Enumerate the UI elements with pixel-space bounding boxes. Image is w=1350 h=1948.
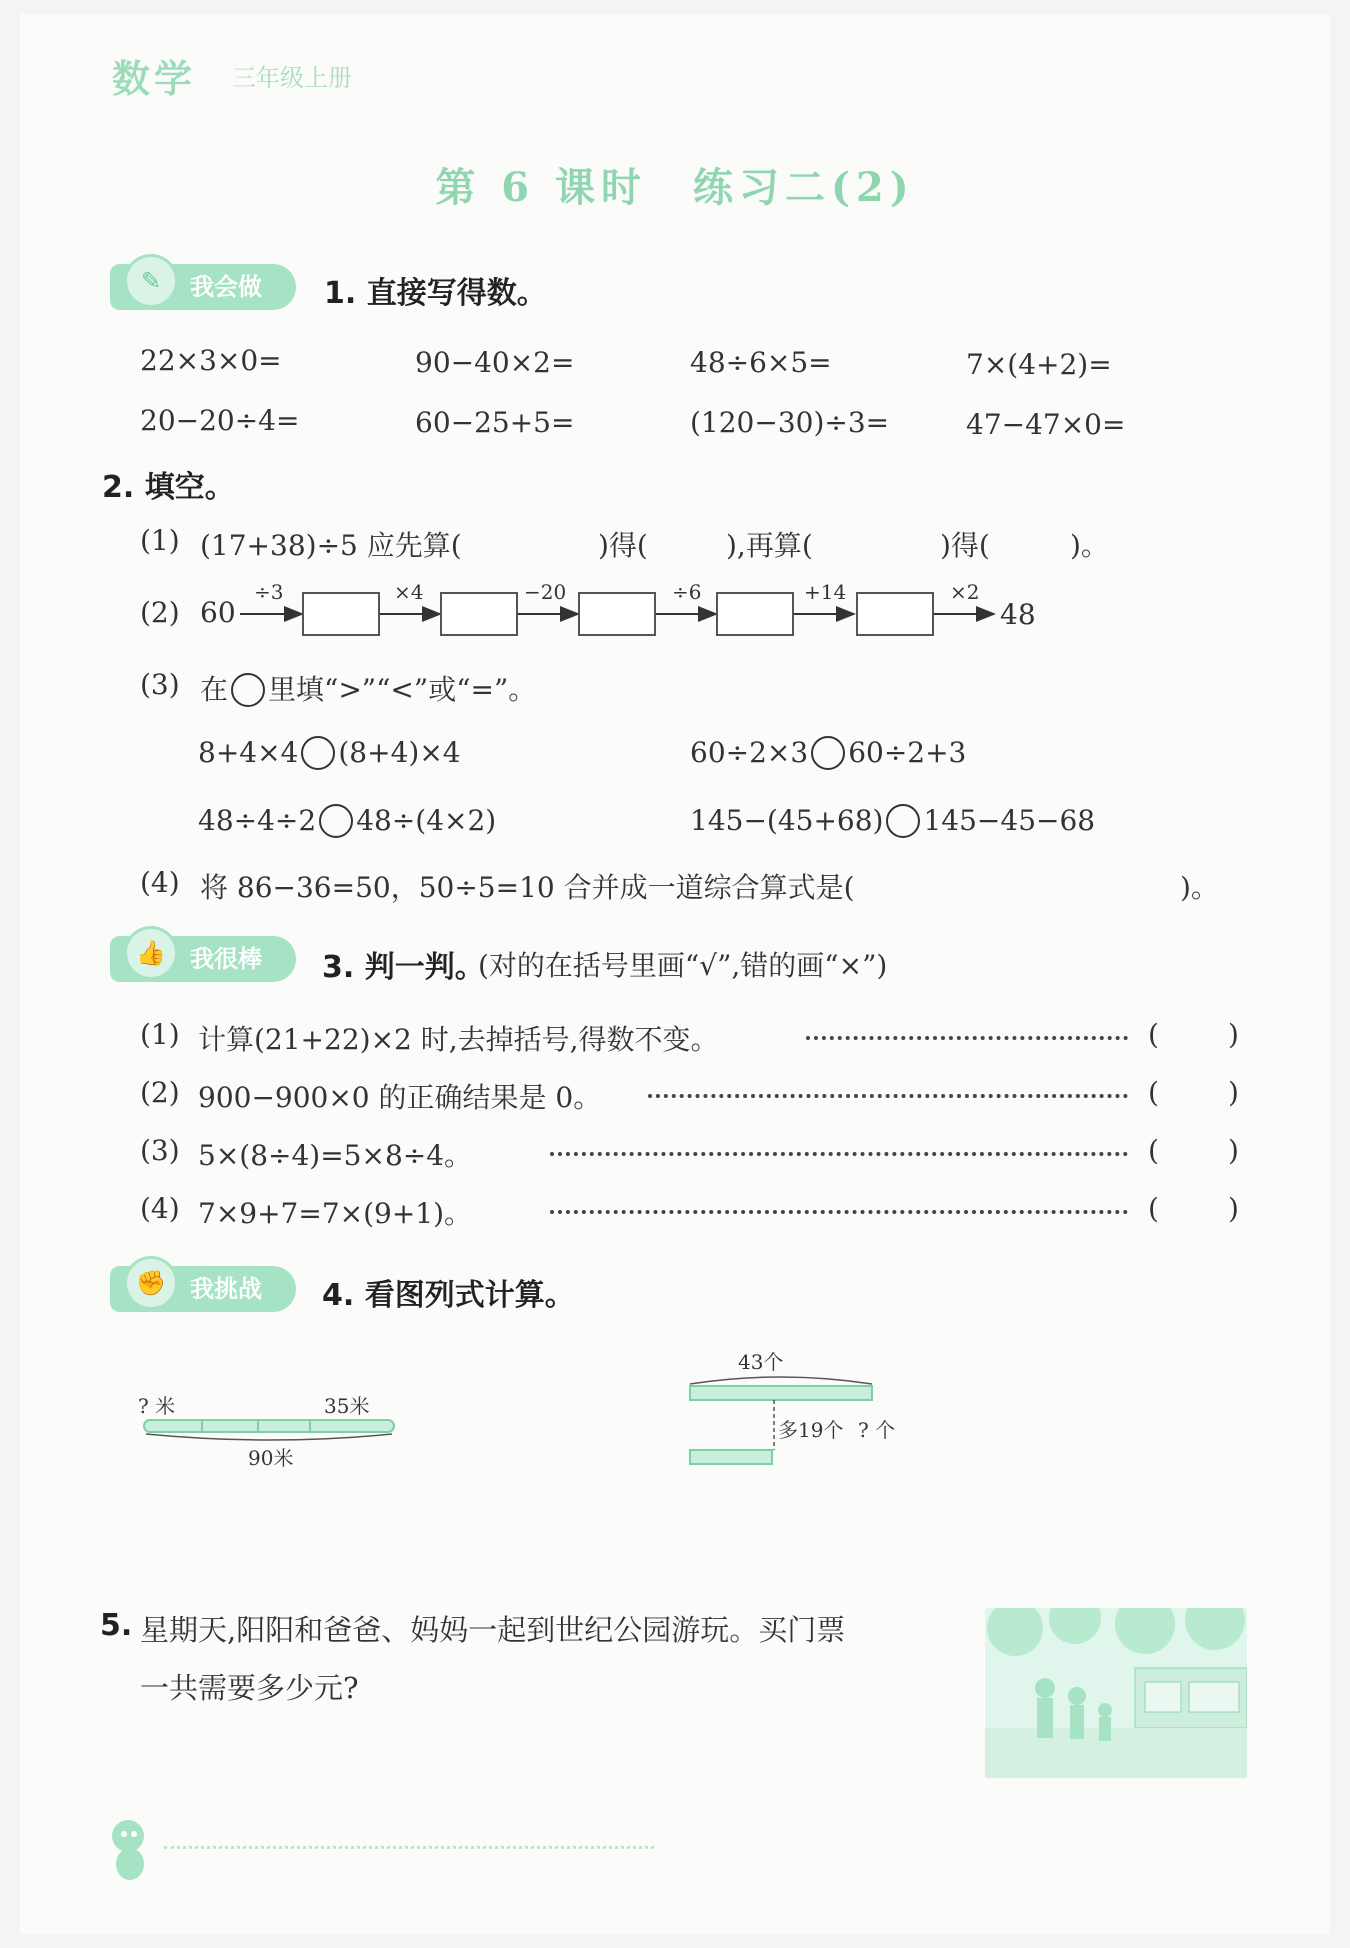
judge-paren-open[interactable]: (: [1148, 1018, 1159, 1051]
subject-label: 数学: [112, 57, 197, 101]
chain-op: ×2: [950, 580, 980, 604]
footer-rule: [164, 1846, 654, 1849]
dot-leader: [550, 1210, 1128, 1214]
compare-circle[interactable]: [811, 736, 845, 770]
diagram1-bottom-label: 90米: [248, 1446, 294, 1470]
q3-item-label: (4): [140, 1192, 180, 1225]
pencil-icon: ✎: [124, 254, 178, 308]
q2-p2-end: 48: [1000, 598, 1036, 631]
compare-circle[interactable]: [886, 804, 920, 838]
thumbs-up-icon: 👍: [124, 926, 178, 980]
q1-expr: 20−20÷4=: [140, 404, 300, 437]
answer-box[interactable]: [716, 592, 794, 636]
compare-item: 145−(45+68) 145−45−68: [690, 804, 1096, 837]
chain-op: +14: [804, 580, 847, 604]
fist-icon: ✊: [124, 1256, 178, 1310]
q2-p2-start: 60: [200, 596, 236, 629]
judge-paren-close: ): [1228, 1018, 1239, 1051]
compare-item: 8+4×4 (8+4)×4: [198, 736, 461, 769]
q1-heading: 1. 直接写得数。: [324, 276, 547, 311]
chain-op: −20: [524, 580, 567, 604]
judge-paren-close: ): [1228, 1134, 1239, 1167]
q3-item-text: 计算(21+22)×2 时,去掉括号,得数不变。: [198, 1023, 719, 1056]
judge-paren-open[interactable]: (: [1148, 1134, 1159, 1167]
q3-item-label: (3): [140, 1134, 180, 1167]
diagram2-question-label: ? 个: [858, 1418, 896, 1442]
q2-p3-label: (3): [140, 668, 180, 701]
park-ticket-illustration: [985, 1608, 1247, 1778]
diagram2-diff-label: 多19个: [778, 1418, 844, 1442]
mascot-icon: [104, 1818, 156, 1884]
diagram1-left-label: ? 米: [138, 1394, 176, 1418]
q1-expr: (120−30)÷3=: [690, 406, 890, 439]
compare-item: 60÷2×3 60÷2+3: [690, 736, 967, 769]
q2-p4-label: (4): [140, 866, 180, 899]
dot-leader: [648, 1094, 1128, 1098]
badge-wohuizuo: ✎ 我会做: [110, 264, 296, 310]
q3-heading: 3. 判一判。: [322, 950, 485, 985]
q5-line2: 一共需要多少元?: [140, 1671, 359, 1705]
answer-box[interactable]: [578, 592, 656, 636]
q3-item-text: 7×9+7=7×(9+1)。: [198, 1197, 473, 1230]
answer-box[interactable]: [856, 592, 934, 636]
q5-number: 5.: [100, 1608, 133, 1643]
q2-p4-close: )。: [1180, 871, 1219, 904]
chain-op: ×4: [394, 580, 424, 604]
badge-wohenbang: 👍 我很棒: [110, 936, 296, 982]
q3-item-label: (2): [140, 1076, 180, 1109]
q2-heading: 2. 填空。: [102, 470, 235, 505]
q3-item-text: 5×(8÷4)=5×8÷4。: [198, 1139, 473, 1172]
dot-leader: [550, 1152, 1128, 1156]
q2-p1-e: )。: [1070, 529, 1109, 562]
judge-paren-close: ): [1228, 1192, 1239, 1225]
compare-circle[interactable]: [301, 736, 335, 770]
grade-label: 三年级上册: [232, 64, 352, 92]
compare-item: 48÷4÷2 48÷(4×2): [198, 804, 497, 837]
badge-wotiaozhan: ✊ 我挑战: [110, 1266, 296, 1312]
q2-p2-label: (2): [140, 596, 180, 629]
q3-item-label: (1): [140, 1018, 180, 1051]
diagram1-right-label: 35米: [324, 1394, 370, 1418]
judge-paren-close: ): [1228, 1076, 1239, 1109]
chain-op: ÷6: [672, 580, 702, 604]
q1-expr: 47−47×0=: [966, 408, 1126, 441]
judge-paren-open[interactable]: (: [1148, 1076, 1159, 1109]
diagram2-top-label: 43个: [738, 1350, 784, 1374]
q4-heading: 4. 看图列式计算。: [322, 1278, 575, 1313]
answer-box[interactable]: [302, 592, 380, 636]
q3-note: (对的在括号里画“√”,错的画“×”): [478, 949, 888, 982]
q2-p1-a: (17+38)÷5 应先算(: [200, 529, 462, 562]
q1-expr: 22×3×0=: [140, 344, 282, 377]
q1-expr: 48÷6×5=: [690, 346, 832, 379]
compare-circle-sample: [231, 673, 265, 707]
q1-expr: 90−40×2=: [415, 346, 575, 379]
q2-p1-b: )得(: [598, 529, 648, 562]
q2-p1-label: (1): [140, 524, 180, 557]
q3-item-text: 900−900×0 的正确结果是 0。: [198, 1081, 602, 1114]
answer-box[interactable]: [440, 592, 518, 636]
chain-op: ÷3: [254, 580, 284, 604]
judge-paren-open[interactable]: (: [1148, 1192, 1159, 1225]
q5-line1: 星期天,阳阳和爸爸、妈妈一起到世纪公园游玩。买门票: [140, 1613, 846, 1647]
q2-p3-instruction: 在 里填“>”“<”或“=”。: [200, 673, 537, 706]
lesson-title: 第 6 课时 练习二(2): [435, 164, 915, 211]
q2-p1-c: ),再算(: [726, 529, 813, 562]
q2-p4-text: 将 86−36=50，50÷5=10 合并成一道综合算式是(: [200, 871, 855, 904]
q2-p1-d: )得(: [940, 529, 990, 562]
dot-leader: [806, 1036, 1128, 1040]
q1-expr: 60−25+5=: [415, 406, 575, 439]
compare-circle[interactable]: [319, 804, 353, 838]
q1-expr: 7×(4+2)=: [966, 348, 1112, 381]
